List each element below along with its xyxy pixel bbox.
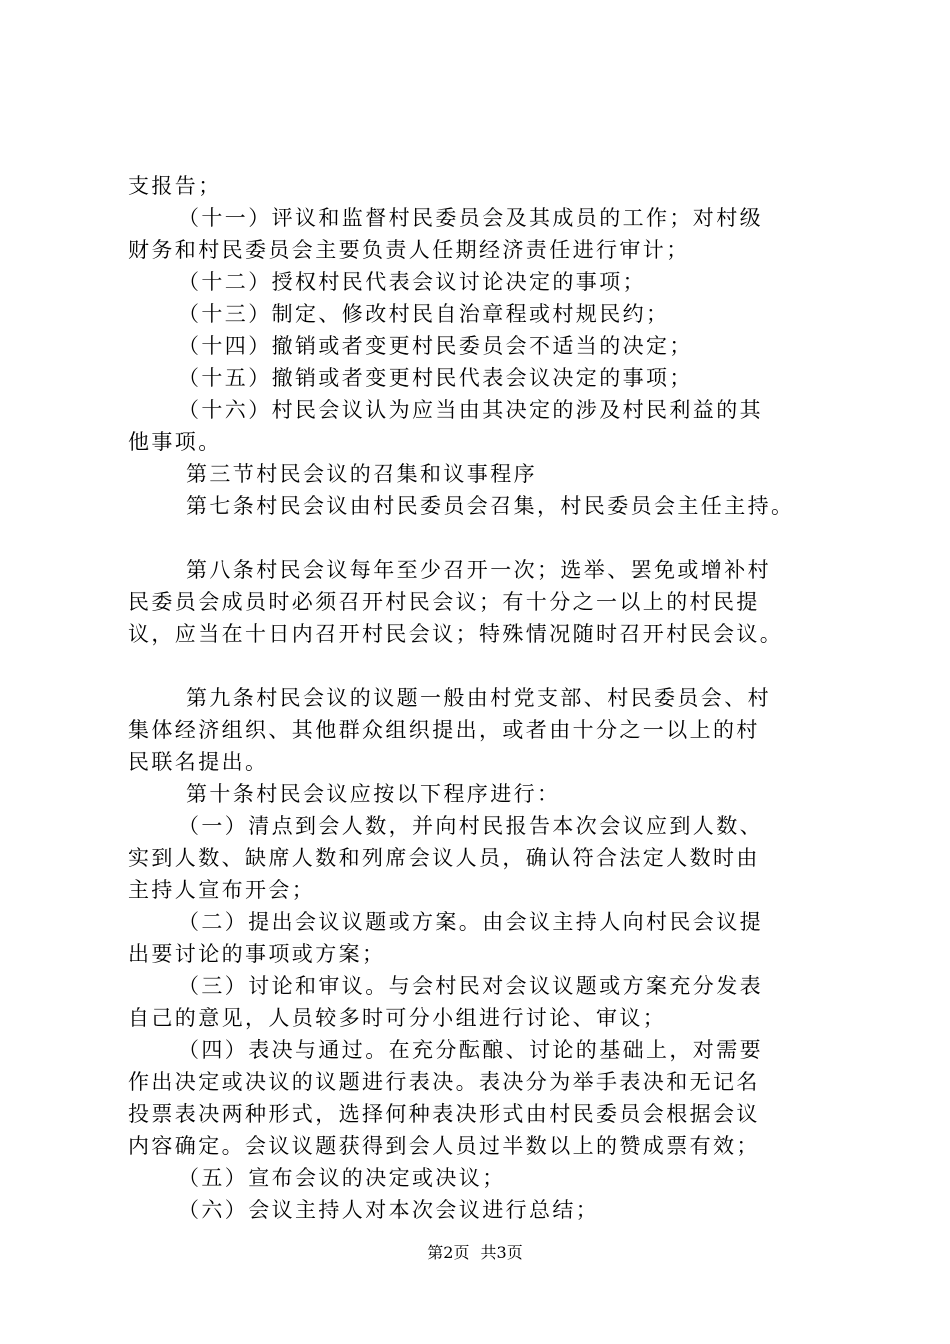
text-line: 主持人宣布开会；: [128, 878, 316, 902]
text-line: （十六）村民会议认为应当由其决定的涉及村民利益的其: [178, 398, 763, 422]
text-line: （六）会议主持人对本次会议进行总结；: [178, 1198, 600, 1222]
text-line: 作出决定或决议的议题进行表决。表决分为举手表决和无记名: [128, 1070, 760, 1094]
text-line: （四）表决与通过。在充分酝酿、讨论的基础上，对需要: [178, 1038, 763, 1062]
text-line: 第八条村民会议每年至少召开一次；选举、罢免或增补村: [186, 558, 771, 582]
text-line: 第七条村民会议由村民委员会召集，村民委员会主任主持。: [186, 494, 795, 518]
text-line: （五）宣布会议的决定或决议；: [178, 1166, 506, 1190]
text-line: （十二）授权村民代表会议讨论决定的事项；: [178, 270, 646, 294]
text-line: （十一）评议和监督村民委员会及其成员的工作；对村级: [178, 206, 763, 230]
text-line: （十三）制定、修改村民自治章程或村规民约；: [178, 302, 670, 326]
text-line: （三）讨论和审议。与会村民对会议议题或方案充分发表: [178, 974, 763, 998]
text-line: 集体经济组织、其他群众组织提出，或者由十分之一以上的村: [128, 718, 760, 742]
text-line: 支报告；: [128, 174, 222, 198]
page-number: 第2页: [427, 1243, 470, 1262]
text-line: 实到人数、缺席人数和列席会议人员，确认符合法定人数时由: [128, 846, 760, 870]
page-total: 共3页: [480, 1243, 523, 1262]
text-line: 自己的意见，人员较多时可分小组进行讨论、审议；: [128, 1006, 667, 1030]
text-line: 内容确定。会议议题获得到会人员过半数以上的赞成票有效；: [128, 1134, 760, 1158]
text-line: 第十条村民会议应按以下程序进行：: [186, 782, 561, 806]
text-line: 第九条村民会议的议题一般由村党支部、村民委员会、村: [186, 686, 771, 710]
text-line: （一）清点到会人数，并向村民报告本次会议应到人数、: [178, 814, 763, 838]
text-line: 出要讨论的事项或方案；: [128, 942, 386, 966]
text-line: 财务和村民委员会主要负责人任期经济责任进行审计；: [128, 238, 690, 262]
text-line: 投票表决两种形式，选择何种表决形式由村民委员会根据会议: [128, 1102, 760, 1126]
page-footer: [0, 1243, 950, 1263]
text-line: （十四）撤销或者变更村民委员会不适当的决定；: [178, 334, 693, 358]
text-line: 民委员会成员时必须召开村民会议；有十分之一以上的村民提: [128, 590, 760, 614]
text-line: 他事项。: [128, 430, 222, 454]
paragraph-gap: [128, 522, 832, 554]
section-heading: 第三节村民会议的召集和议事程序: [186, 462, 537, 486]
text-line: 民联名提出。: [128, 750, 269, 774]
text-line: 议，应当在十日内召开村民会议；特殊情况随时召开村民会议。: [128, 622, 784, 646]
document-body: [128, 170, 832, 1226]
text-line: （十五）撤销或者变更村民代表会议决定的事项；: [178, 366, 693, 390]
text-line: （二）提出会议议题或方案。由会议主持人向村民会议提: [178, 910, 763, 934]
paragraph-gap: [128, 650, 832, 682]
